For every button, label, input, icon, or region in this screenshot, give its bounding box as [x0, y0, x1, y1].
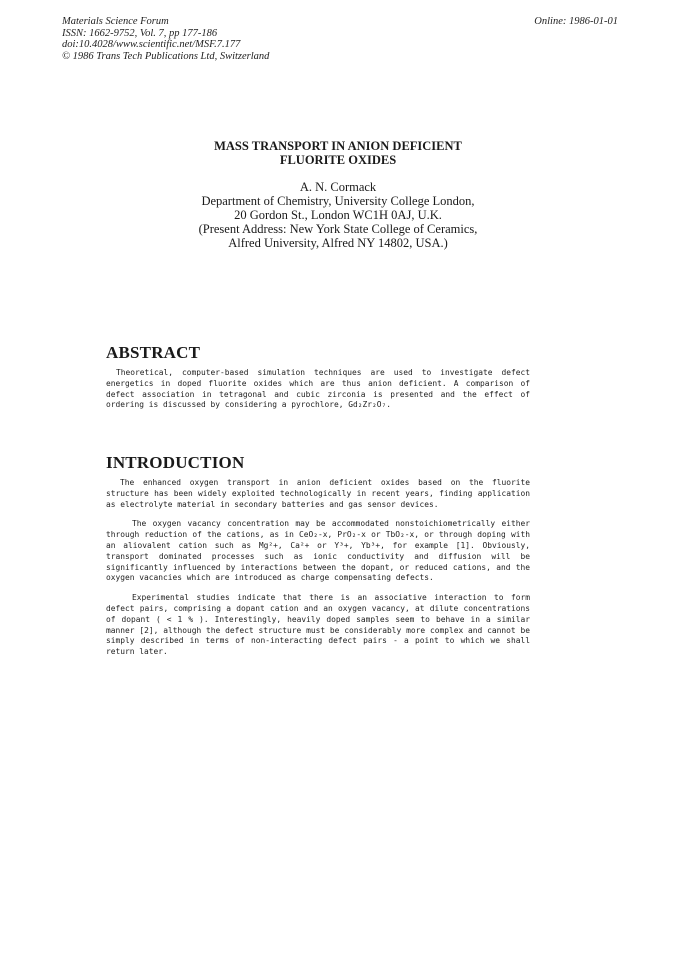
- issn-line: ISSN: 1662-9752, Vol. 7, pp 177-186: [62, 27, 218, 39]
- abstract-section: [106, 344, 530, 411]
- intro-paragraph-2: The oxygen vacancy concentration may be accommodated nonstoichiometrically either through reduction of the cations, as in CeO₂-x, PrO₂-x or TbO₂-x, or through doping with an aliovalent cation such as Mg²+, Ca²+ or Y³+, Yb³+, for example [1]. Obviously, transport dominated processes such as ionic conductivity and diffusion will be significantly influenced by interactions between the dopant, or reduced cations, and the oxygen vacancies which are introduced as charge compensating defects.: [106, 519, 530, 583]
- author-name: A. N. Cormack: [299, 180, 377, 194]
- abstract-text: Theoretical, computer-based simulation techniques are used to investigate defect energetics in doped fluorite oxides which are thus anion deficient. A comparison of defect association in tetragonal and cubic zirconia is presented and the effect of ordering is discussed by considering a pyrochlore, Gd₂Zr₂O₇.: [106, 368, 530, 410]
- intro-paragraph-1: The enhanced oxygen transport in anion deficient oxides based on the fluorite structure has been widely exploited technologically in recent years, finding application as electrolyte material in secondary batteries and gas sensor devices.: [106, 478, 530, 509]
- affiliation-line-3: (Present Address: New York State College of Ceramics,: [198, 222, 478, 236]
- intro-paragraph-3: Experimental studies indicate that there is an associative interaction to form defect pairs, comprising a dopant cation and an oxygen vacancy, at dilute concentrations of dopant ( < 1 % ). Interestingly, heavily doped samples seem to behave in a similar manner [2], although the defect structure must be considerably more complex and cannot be simply described in terms of non-interacting defect pairs - a point to which we shall return later.: [106, 593, 530, 657]
- abstract-heading: ABSTRACT: [106, 343, 201, 362]
- title-line-2: FLUORITE OXIDES: [279, 152, 397, 167]
- paper-title: [110, 140, 566, 167]
- affiliation-line-4: Alfred University, Alfred NY 14802, USA.): [228, 236, 448, 250]
- affiliation-line-2: 20 Gordon St., London WC1H 0AJ, U.K.: [234, 208, 442, 222]
- journal-name: Materials Science Forum: [62, 16, 169, 27]
- page-header: [62, 16, 618, 62]
- title-line-1: MASS TRANSPORT IN ANION DEFICIENT: [214, 139, 462, 153]
- author-block: [110, 180, 566, 250]
- copyright-line: © 1986 Trans Tech Publications Ltd, Switzerland: [62, 50, 270, 62]
- introduction-section: [106, 454, 530, 658]
- online-date: Online: 1986-01-01: [534, 16, 618, 27]
- title-block: [110, 140, 566, 250]
- doi-line: doi:10.4028/www.scientific.net/MSF.7.177: [62, 39, 241, 50]
- affiliation-line-1: Department of Chemistry, University College London,: [201, 194, 475, 208]
- introduction-heading: INTRODUCTION: [106, 453, 245, 472]
